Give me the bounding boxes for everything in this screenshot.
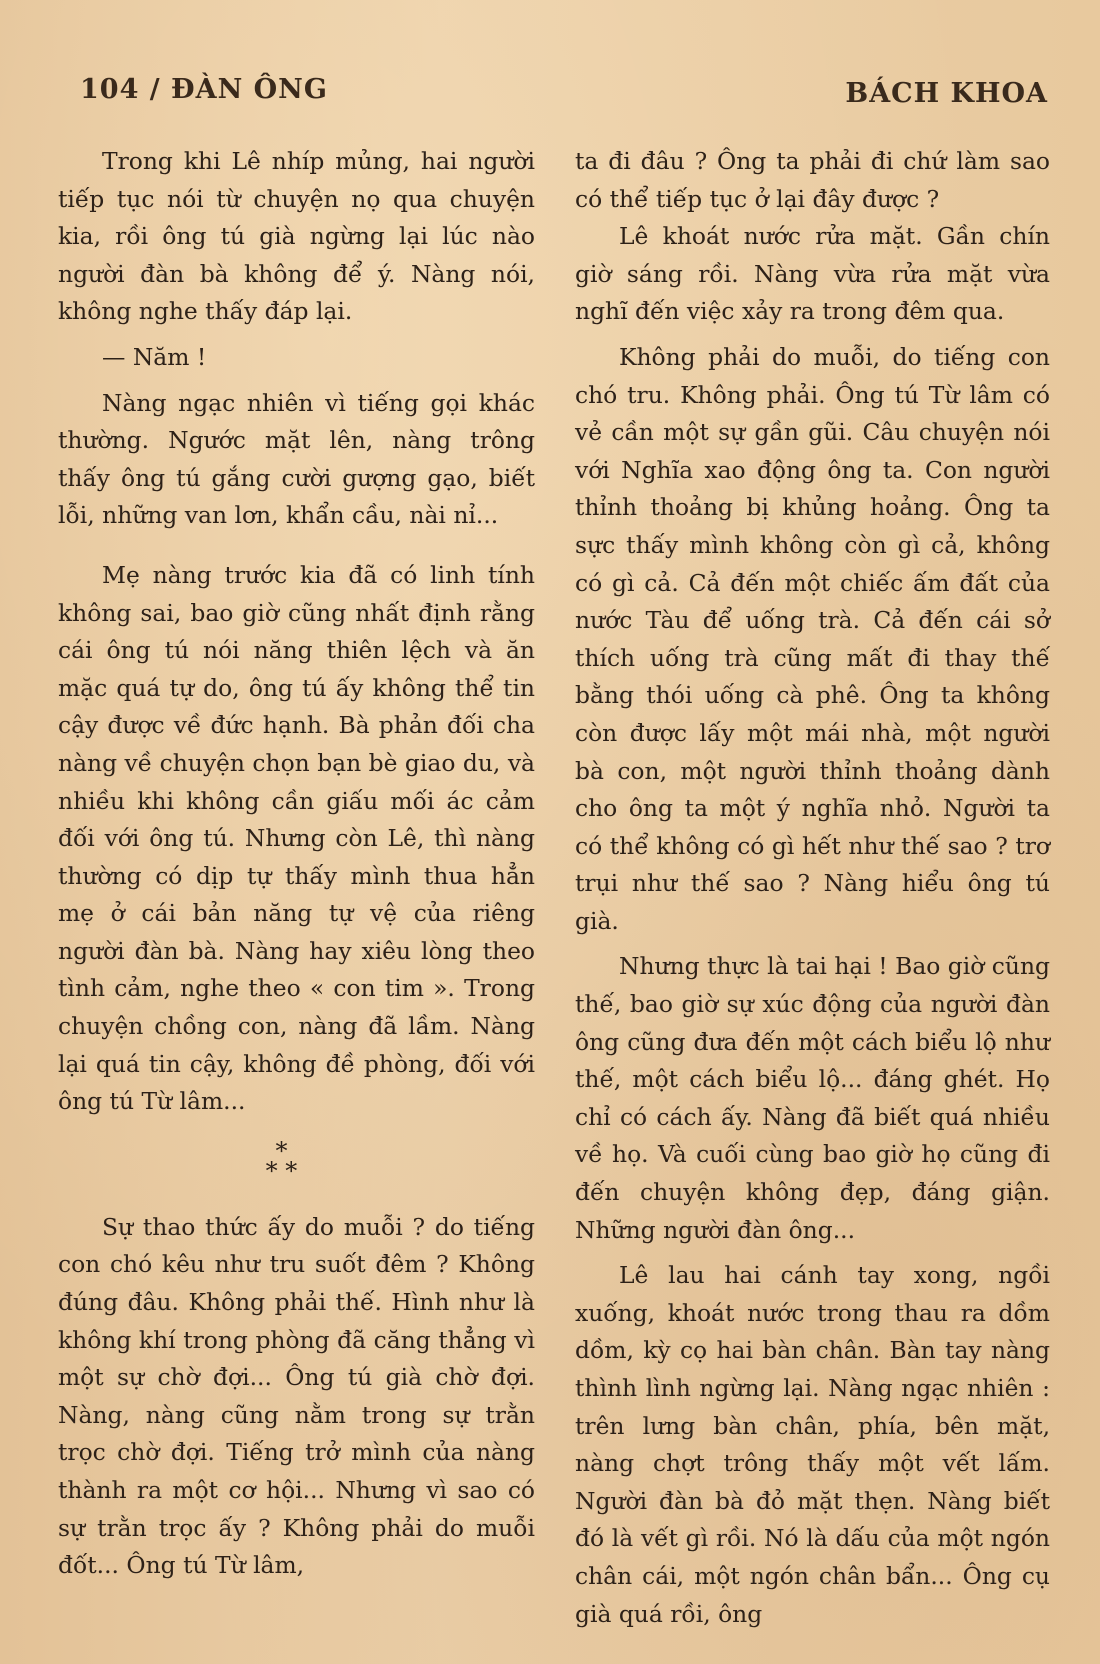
page-number-and-title: 104 / ĐÀN ÔNG xyxy=(80,74,328,105)
magazine-name: BÁCH KHOA xyxy=(845,78,1048,109)
right-column xyxy=(575,143,1050,1633)
paragraph: Lê lau hai cánh tay xong, ngồi xuống, khoát nước trong thau ra dồm dồm, kỳ cọ hai bàn chân. Bàn tay nàng thình lình ngừng lại. Nàng ngạc nhiên : trên lưng bàn chân, phía, bên mặt, nàng chợt trông thấy một vết lấm. Người đàn bà đỏ mặt thẹn. Nàng biết đó là vết gì rồi. Nó là dấu của một ngón chân cái, một ngón chân bẩn... Ông cụ già quá rồi, ông xyxy=(575,1261,1050,1628)
asterism-top: * xyxy=(275,1136,288,1165)
paragraph: Trong khi Lê nhíp mủng, hai người tiếp tục nói từ chuyện nọ qua chuyện kia, rồi ông tú già ngừng lại lúc nào người đàn bà không để ý. Nàng nói, không nghe thấy đáp lại. xyxy=(58,147,535,326)
paragraph: Mẹ nàng trước kia đã có linh tính không sai, bao giờ cũng nhất định rằng cái ông tú nói năng thiên lệch và ăn mặc quá tự do, ông tú ấy không thể tin cậy được về đức hạnh. Bà phản đối cha nàng về chuyện chọn bạn bè giao du, và nhiều khi không cần giấu mối ác cảm đối với ông tú. Nhưng còn Lê, thì nàng thường có dịp tự thấy mình thua hẳn mẹ ở cái bản năng tự vệ của riêng người đàn bà. Nàng hay xiêu lòng theo tình cảm, nghe theo « con tim ». Trong chuyện chồng con, nàng đã lầm. Nàng lại quá tin cậy, không đề phòng, đối với ông tú Từ lâm... xyxy=(58,560,535,1116)
dialogue-line: — Năm ! xyxy=(102,342,207,371)
paragraph: Sự thao thức ấy do muỗi ? do tiếng con chó kêu như tru suốt đêm ? Không đúng đâu. Không phải thế. Hình như là không khí trong phòng đã căng thẳng vì một sự chờ đợi... Ông tú già chờ đợi. Nàng, nàng cũng nằm trong sự trằn trọc chờ đợi. Tiếng trở mình của nàng thành ra một cơ hội... Nhưng vì sao có sự trằn trọc ấy ? Không phải do muỗi đốt... Ông tú Từ lâm, xyxy=(58,1212,535,1580)
paragraph: Lê khoát nước rửa mặt. Gần chín giờ sáng rồi. Nàng vừa rửa mặt vừa nghĩ đến việc xảy ra trong đêm qua. xyxy=(575,222,1050,326)
paragraph: Nàng ngạc nhiên vì tiếng gọi khác thường. Ngước mặt lên, nàng trông thấy ông tú gắng cười gượng gạo, biết lỗi, những van lơn, khẩn cầu, nài nỉ... xyxy=(58,388,535,530)
paragraph: Nhưng thực là tai hại ! Bao giờ cũng thế, bao giờ sự xúc động của người đàn ông cũng đưa đến một cách biểu lộ như thế, một cách biểu lộ... đáng ghét. Họ chỉ có cách ấy. Nàng đã biết quá nhiều về họ. Và cuối cùng bao giờ họ cũng đi đến chuyện không đẹp, đáng giận. Những người đàn ông... xyxy=(575,952,1050,1244)
paragraph: ta đi đâu ? Ông ta phải đi chứ làm sao có thể tiếp tục ở lại đây được ? xyxy=(575,147,1050,213)
paragraph: Không phải do muỗi, do tiếng con chó tru. Không phải. Ông tú Từ lâm có vẻ cần một sự gần gũi. Câu chuyện nói với Nghĩa xao động ông ta. Con người thỉnh thoảng bị khủng hoảng. Ông ta sực thấy mình không còn gì cả, không có gì cả. Cả đến một chiếc ấm đất của nước Tàu để uống trà. Cả đến cái sở thích uống trà cũng mất đi thay thế bằng thói uống cà phê. Ông ta không còn được lấy một mái nhà, một người bà con, một người thỉnh thoảng dành cho ông ta một ý nghĩa nhỏ. Người ta có thể không có gì hết như thế sao ? trơ trụi như thế sao ? Nàng hiểu ông tú già. xyxy=(575,342,1050,935)
section-break xyxy=(58,1136,535,1185)
page-header xyxy=(80,74,1048,114)
asterism-bottom: * * xyxy=(265,1156,298,1185)
left-column xyxy=(58,143,535,1585)
